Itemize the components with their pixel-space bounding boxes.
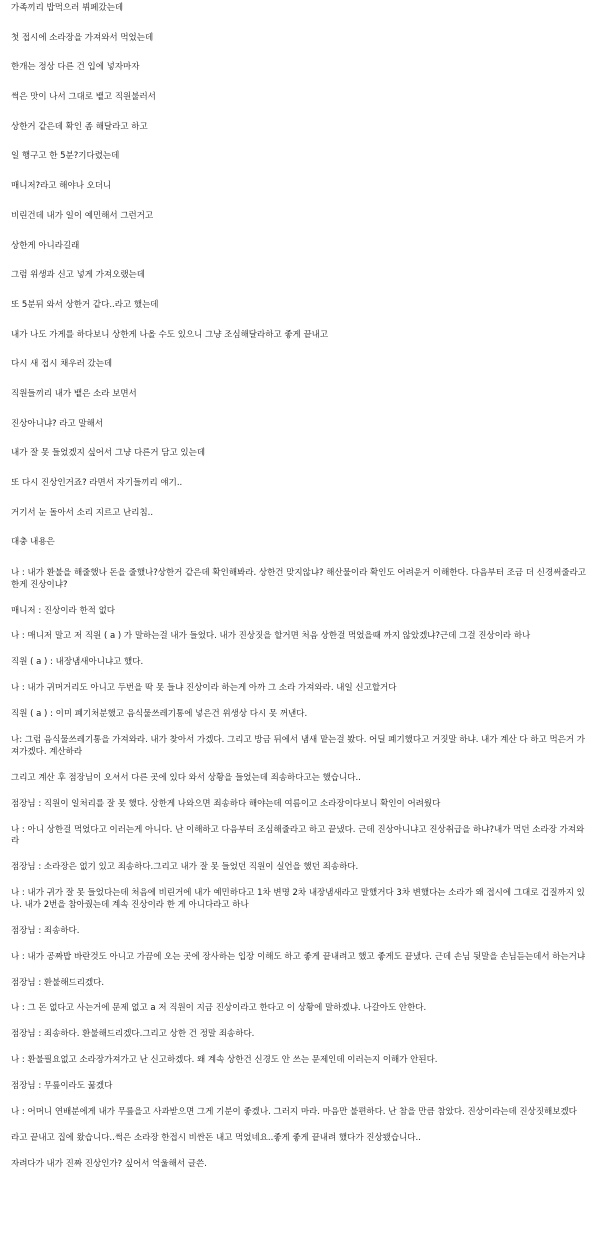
text-line: 다시 새 접시 채우러 갔는데 [11,359,113,370]
text-line: 한개는 정상 다른 건 입에 넣자마자 [11,62,140,73]
text-line: 매니저?라고 해야나 오더니 [11,181,112,192]
intro-paragraph-block [8,4,592,547]
dialogue-line: 직원 ( a ) : 내장냄새아니냐고 했다. [11,657,144,668]
dialogue-line: 나 : 아니 상한걸 먹었다고 이러는게 아니다. 난 이해하고 다음부터 조심해줄라고 하고 끝냈다. 근데 진상아니냐고 진상취급을 하냐?내가 먹던 소라장 가져와라 [11,824,585,847]
dialogue-line: 라고 끝내고 집에 왔습니다..썩은 소라장 한접시 비싼돈 내고 먹었네요..좋게 좋게 끝내려 했다가 진상됐습니다.. [11,1133,421,1144]
dialogue-line: 나 : 내가 귀머거리도 아니고 두번을 딱 못 들냐 진상이라 하는게 아까 그 소라 가져와라. 내일 신고할거다 [11,683,397,694]
text-line: 내가 잘 못 들었겠지 싶어서 그냥 다른거 담고 있는데 [11,448,206,459]
text-line: 첫 접시에 소라장을 가져와서 먹었는데 [11,32,154,43]
dialogue-line: 직원 ( a ) : 이미 폐기처분했고 음식물쓰레기통에 넣은건 위생상 다시 못 꺼낸다. [11,709,308,720]
dialogue-line: 나 : 그 돈 없다고 사는거에 문제 없고 a 저 직원이 지금 진상이라고 한다고 이 상황에 말하겠냐. 나갈아도 안한다. [11,1003,427,1014]
dialogue-line: 나: 그럼 음식물쓰레기통을 가져와라. 내가 찾아서 가겠다. 그리고 방금 뒤에서 냄새 맡는걸 봤다. 어딜 폐기했다고 거짓말 하냐. 내가 계산 다 하고 먹은거 가져가겠다. 계산하라 [11,735,585,757]
dialogue-line: 점장님 : 직원이 일처리를 잘 못 했다. 상한게 나와으면 죄송하다 해야는데 여름이고 소라장이다보니 확인이 어려웠다 [11,798,441,809]
dialogue-line: 나 : 내가 환불을 해줄했나 돈을 줄했나?상한거 같은데 확인해봐라. 상한건 맞지않냐? 해산물이라 확인도 어려운거 이해한다. 다음부터 조금 더 신경써줄라고 한게 진상이냐? [11,568,589,590]
dialogue-line: 점장님 : 죄송하다. [11,925,80,936]
text-line: 가족끼리 밥먹으러 뷔페갔는데 [11,3,124,13]
dialogue-line: 자려다가 내가 진짜 진상인가? 싶어서 억울해서 글쓴. [11,1159,207,1170]
text-line: 썩은 맛이 나서 그대로 뱉고 직원불러서 [11,92,156,103]
dialogue-line: 점장님 : 무릎이라도 꿇겠다 [11,1081,113,1092]
text-line: 그럼 위생과 신고 넣게 가져오랬는데 [11,270,145,281]
text-line: 일 행구고 한 5분?기다렸는데 [11,151,120,162]
dialogue-line: 점장님 : 죄송하다. 환불해드리겠다.그리고 상한 건 정말 죄송하다. [11,1029,255,1040]
dialogue-line: 나 : 환불필요없고 소라장가져가고 난 신고하겠다. 왜 계속 상한건 신경도 안 쓰는 문제인데 이러는지 이해가 안된다. [11,1055,438,1066]
dialogue-line: 나 : 내가 공짜밥 바란것도 아니고 가끔에 오는 곳에 장사하는 입장 이해도 하고 좋게 끝내려고 했고 좋게도 끝냈다. 근데 손님 뒷말을 손님듣는데서 하는거냐 [11,951,586,962]
dialogue-line: 점장님 : 환불해드리겠다. [11,977,105,988]
text-line: 직원들끼리 내가 뱉은 소라 보면서 [11,388,137,399]
text-line: 상한게 아니라길래 [11,240,80,251]
dialogue-line: 나 : 매니저 말고 저 직원 ( a ) 가 말하는걸 내가 들었다. 내가 진상짓을 할거면 처음 상한걸 먹었을때 까지 않았겠냐?근데 그걸 진상이라 하나 [11,631,531,642]
text-line: 또 다시 진상인거죠? 라면서 자기들끼리 얘기.. [11,478,183,488]
dialogue-line: 점장님 : 소라장은 없기 있고 죄송하다.그리고 내가 잘 못 들었던 직원이 실언을 했던 죄송하다. [11,862,359,873]
text-line: 내가 나도 가게를 하다보니 상한게 나올 수도 있으니 그냥 조심해달라하고 좋게 끝내고 [11,329,329,340]
text-line: 진상아니냐? 라고 말해서 [11,418,104,429]
text-line: 상한거 같은데 확인 좀 해달라고 하고 [11,121,148,132]
text-line: 거기서 눈 돌아서 소리 지르고 난리침.. [11,507,154,518]
text-line: 비린건데 내가 일이 예민해서 그런거고 [11,210,154,221]
dialogue-line: 그리고 계산 후 점장님이 오셔서 다른 곳에 있다 와서 상황을 들었는데 죄송하다고는 했습니다.. [11,772,361,783]
summary-label: 대충 내용은 [11,537,55,548]
text-line: 또 5분뒤 와서 상한거 같다..라고 했는데 [11,299,159,310]
dialogue-line: 나 : 내가 귀가 잘 못 들었다는데 처음에 비린거에 내가 예민하다고 1차 변명 2차 내장냄새라고 말했거다 3차 변했다는 소라가 왜 접시에 그대로 겁질까지 있나. 내가 2번을 참아줬는데 계속 진상이라 한 게 아니다라고 하나 [11,888,585,910]
dialogue-line: 매니저 : 진상이라 한적 없다 [11,605,115,616]
dialogue-block [8,568,592,1171]
dialogue-line: 나 : 어머니 연배분에게 내가 무릎을고 사과받으면 그게 기분이 좋겠나. 그러지 마라. 마음만 불편하다. 난 참을 만큼 참았다. 진상이라는데 진상짓해보겠다 [11,1107,577,1118]
